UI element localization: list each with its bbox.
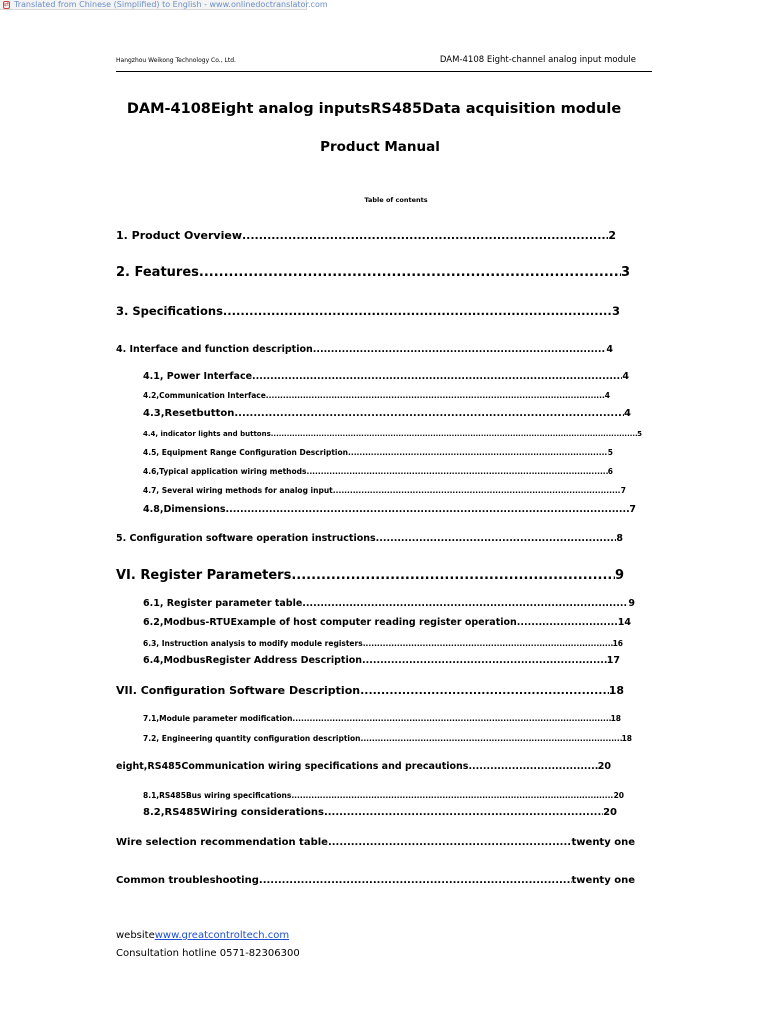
toc-entry-wire-selection[interactable]: Wire selection recommendation table ..... twenty one	[116, 837, 635, 848]
toc-entry-specifications[interactable]: 3. Specifications ..... 3	[116, 304, 620, 318]
toc-entry-features[interactable]: 2. Features ..... 3	[116, 265, 630, 280]
toc-entry-config-software-description[interactable]: VII. Configuration Software Description ..... 18	[116, 684, 624, 697]
toc-entry-dimensions[interactable]: 4.8,Dimensions ..... 7	[143, 504, 636, 515]
website-link[interactable]: www.greatcontroltech.com	[154, 930, 290, 941]
toc-entry-rs485-wiring-considerations[interactable]: 8.2,RS485Wiring considerations ..... 20	[143, 807, 617, 818]
footer-hotline: Consultation hotline 0571-82306300	[116, 948, 300, 959]
toc-entry-rs485-bus-wiring[interactable]: 8.1,RS485Bus wiring specifications ..... 20	[143, 791, 624, 800]
toc-heading: Table of contents	[364, 196, 428, 204]
toc-entry-power-interface[interactable]: 4.1, Power Interface ..... 4	[143, 371, 629, 382]
toc-entry-wiring-methods[interactable]: 4.6,Typical application wiring methods ..... 6	[143, 467, 613, 476]
toc-entry-engineering-quantity[interactable]: 7.2, Engineering quantity configuration description ..... 18	[143, 734, 632, 743]
toc-entry-reset-button[interactable]: 4.3,Resetbutton ..... 4	[143, 408, 631, 419]
toc-entry-modbus-register-address[interactable]: 6.4,ModbusRegister Address Description ..... 17	[143, 655, 620, 666]
header-company: Hangzhou Weikong Technology Co., Ltd.	[116, 57, 236, 64]
toc-entry-communication-interface[interactable]: 4.2,Communication Interface ..... 4	[143, 391, 610, 400]
toc-entry-instruction-analysis[interactable]: 6.3, Instruction analysis to modify module registers ..... 16	[143, 639, 623, 648]
toc-entry-module-parameter-modification[interactable]: 7.1,Module parameter modification ..... 18	[143, 714, 621, 723]
document-title: DAM-4108Eight analog inputsRS485Data acquisition module	[126, 101, 622, 117]
translate-icon: ⇄	[4, 0, 10, 8]
toc-entry-register-parameters[interactable]: VI. Register Parameters ..... 9	[116, 568, 624, 583]
toc-entry-rs485-wiring-specs[interactable]: eight,RS485Communication wiring specifications and precautions ..... 20	[116, 761, 611, 772]
website-label: website	[116, 930, 155, 941]
toc-entry-troubleshooting[interactable]: Common troubleshooting ..... twenty one	[116, 875, 635, 886]
document-subtitle: Product Manual	[320, 139, 440, 155]
toc-entry-indicator-lights[interactable]: 4.4, indicator lights and buttons ..... 5	[143, 430, 642, 438]
header-product: DAM-4108 Eight-channel analog input module	[439, 55, 636, 65]
toc-entry-config-software-operation[interactable]: 5. Configuration software operation instructions ..... 8	[116, 533, 623, 544]
toc-entry-interface-function[interactable]: 4. Interface and function description ..... 4	[116, 344, 613, 355]
toc-entry-product-overview[interactable]: 1. Product Overview ..... 2	[116, 229, 616, 242]
toc-entry-range-configuration[interactable]: 4.5, Equipment Range Configuration Description ..... 5	[143, 448, 613, 457]
toc-entry-register-table[interactable]: 6.1, Register parameter table ..... 9	[143, 598, 635, 609]
translation-banner-text[interactable]: Translated from Chinese (Simplified) to English - www.onlinedoctranslator.com	[14, 0, 328, 9]
toc-entry-analog-wiring[interactable]: 4.7, Several wiring methods for analog input ..... 7	[143, 486, 626, 495]
footer-website	[116, 930, 289, 941]
page-header	[116, 53, 652, 72]
toc-entry-modbus-rtu-example[interactable]: 6.2,Modbus-RTUExample of host computer reading register operation ..... 14	[143, 617, 631, 628]
translation-banner[interactable]	[0, 0, 328, 10]
